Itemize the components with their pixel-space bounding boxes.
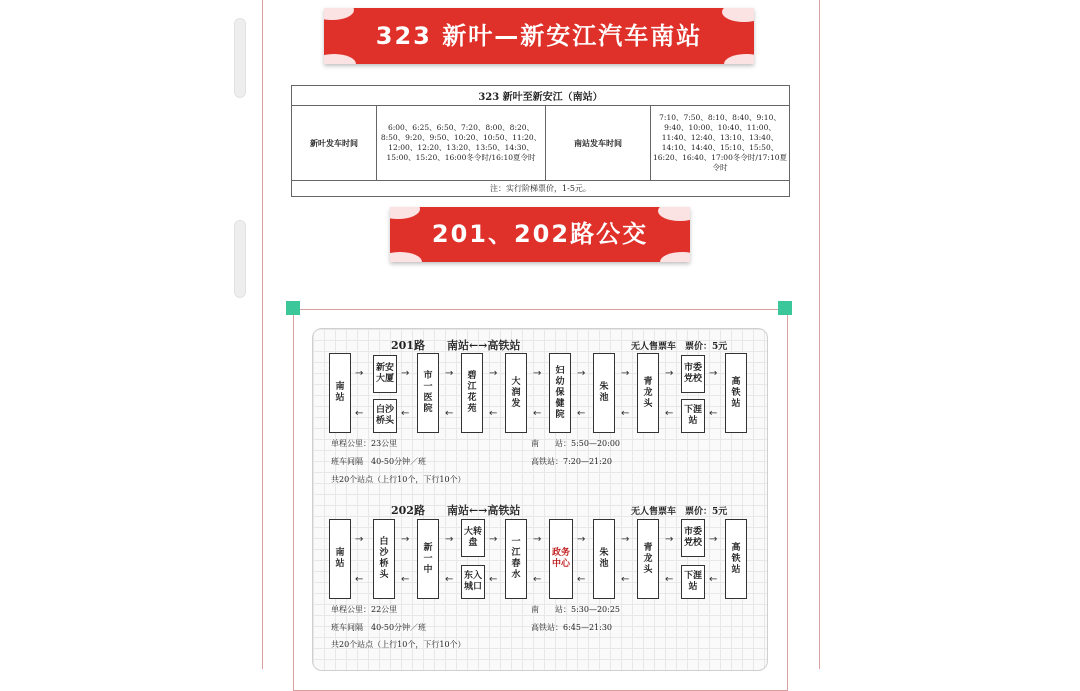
route-201-total: 共20个站点（上行10个，下行10个） bbox=[331, 475, 466, 484]
route-201-distance: 单程公里：23公里 bbox=[331, 439, 398, 448]
arrow-left-icon: ← bbox=[489, 408, 498, 419]
route-202-stop-3: 新一中 bbox=[417, 519, 439, 599]
route-202-stop-9a: 市委党校 bbox=[681, 519, 705, 557]
arrow-right-icon: → bbox=[445, 368, 454, 379]
arrow-right-icon: → bbox=[355, 368, 364, 379]
arrow-right-icon: → bbox=[709, 368, 718, 379]
route-202-stop-5: 一江春水 bbox=[505, 519, 527, 599]
route-202-stop-9b: 下涯站 bbox=[681, 565, 705, 599]
arrow-right-icon: → bbox=[621, 534, 630, 545]
arrow-left-icon: ← bbox=[401, 574, 410, 585]
arrow-left-icon: ← bbox=[621, 574, 630, 585]
arrow-left-icon: ← bbox=[665, 408, 674, 419]
arrow-left-icon: ← bbox=[621, 408, 630, 419]
schedule-left-times: 6:00、6:25、6:50、7:20、8:00、8:20、8:50、9:20、9:50、10:20、10:50、11:20、12:00、12:20、13:20、13:50、14:30、15:00、15:20、16:00冬令时/16:10夏令时 bbox=[377, 106, 546, 181]
route-202-stop-1: 南站 bbox=[329, 519, 351, 599]
arrow-left-icon: ← bbox=[709, 408, 718, 419]
route-201-stop-9b: 下涯站 bbox=[681, 399, 705, 433]
arrow-left-icon: ← bbox=[577, 574, 586, 585]
route-201-stop-7: 朱池 bbox=[593, 353, 615, 433]
arrow-right-icon: → bbox=[577, 368, 586, 379]
route-201-stop-2a: 新安大厦 bbox=[373, 355, 397, 393]
arrow-right-icon: → bbox=[401, 368, 410, 379]
arrow-right-icon: → bbox=[445, 534, 454, 545]
arrow-right-icon: → bbox=[401, 534, 410, 545]
route-202-stop-6: 政务中心 bbox=[549, 519, 573, 599]
arrow-left-icon: ← bbox=[533, 574, 542, 585]
route-201-stop-6: 妇幼保健院 bbox=[549, 353, 571, 433]
schedule-title: 323 新叶至新安江（南站） bbox=[292, 86, 790, 106]
route-202-interval: 班车间隔 40-50分钟／班 bbox=[331, 623, 427, 632]
schedule-right-label: 南站发车时间 bbox=[546, 106, 651, 181]
resize-handle-right[interactable] bbox=[778, 301, 792, 315]
route-202-distance: 单程公里：22公里 bbox=[331, 605, 398, 614]
route-202-south-time: 南 站：5:30—20:25 bbox=[531, 605, 621, 614]
route-201-stop-8: 青龙头 bbox=[637, 353, 659, 433]
left-scroll-handle-bottom[interactable] bbox=[234, 220, 246, 298]
arrow-right-icon: → bbox=[577, 534, 586, 545]
route-map-card bbox=[312, 328, 768, 671]
arrow-right-icon: → bbox=[709, 534, 718, 545]
arrow-right-icon: → bbox=[533, 534, 542, 545]
route-201-rail-time: 高铁站：7:20—21:20 bbox=[531, 457, 613, 466]
arrow-left-icon: ← bbox=[445, 574, 454, 585]
arrow-left-icon: ← bbox=[709, 574, 718, 585]
banner-323-text: 323 新叶—新安江汽车南站 bbox=[375, 22, 703, 50]
arrow-left-icon: ← bbox=[355, 408, 364, 419]
route-202-fare: 无人售票车 票价：5元 bbox=[631, 507, 728, 517]
arrow-right-icon: → bbox=[621, 368, 630, 379]
arrow-right-icon: → bbox=[355, 534, 364, 545]
arrow-left-icon: ← bbox=[665, 574, 674, 585]
arrow-right-icon: → bbox=[489, 368, 498, 379]
route-202-rail-time: 高铁站：6:45—21:30 bbox=[531, 623, 613, 632]
route-201-stop-10: 高铁站 bbox=[725, 353, 747, 433]
route-202-total: 共20个站点（上行10个，下行10个） bbox=[331, 640, 466, 649]
route-201-title: 201路 南站←→高铁站 bbox=[391, 339, 521, 352]
route-202-stop-2: 白沙桥头 bbox=[373, 519, 395, 599]
banner-201-202 bbox=[390, 207, 690, 262]
resize-handle-left[interactable] bbox=[286, 301, 300, 315]
route-202-stop-7: 朱池 bbox=[593, 519, 615, 599]
banner-201-202-text: 201、202路公交 bbox=[431, 220, 649, 248]
route-202-stop-4b: 东入城口 bbox=[461, 565, 485, 599]
route-201-stop-5: 大润发 bbox=[505, 353, 527, 433]
route-201-stop-9a: 市委党校 bbox=[681, 355, 705, 393]
left-scroll-handle-top[interactable] bbox=[234, 18, 246, 98]
arrow-right-icon: → bbox=[665, 534, 674, 545]
route-201-south-time: 南 站：5:50—20:00 bbox=[531, 439, 621, 448]
schedule-right-times: 7:10、7:50、8:10、8:40、9:10、9:40、10:00、10:40、11:00、11:40、12:40、13:10、13:40、14:10、14:40、15:10、15:50、16:20、16:40、17:00冬令时/17:10夏令时 bbox=[651, 106, 790, 181]
arrow-left-icon: ← bbox=[489, 574, 498, 585]
banner-323 bbox=[324, 8, 754, 64]
route-201-stop-4: 碧江花苑 bbox=[461, 353, 483, 433]
arrow-right-icon: → bbox=[665, 368, 674, 379]
route-201-stop-1: 南站 bbox=[329, 353, 351, 433]
route-202-stop-8: 青龙头 bbox=[637, 519, 659, 599]
arrow-right-icon: → bbox=[489, 534, 498, 545]
arrow-left-icon: ← bbox=[355, 574, 364, 585]
arrow-left-icon: ← bbox=[533, 408, 542, 419]
arrow-left-icon: ← bbox=[401, 408, 410, 419]
route-202-stop-10: 高铁站 bbox=[725, 519, 747, 599]
route-201-fare: 无人售票车 票价：5元 bbox=[631, 342, 728, 352]
arrow-left-icon: ← bbox=[445, 408, 454, 419]
arrow-right-icon: → bbox=[533, 368, 542, 379]
route-202-title: 202路 南站←→高铁站 bbox=[391, 504, 521, 517]
schedule-note: 注：实行阶梯票价，1-5元。 bbox=[292, 181, 790, 197]
route-201-stop-3: 市一医院 bbox=[417, 353, 439, 433]
route-201-interval: 班车间隔 40-50分钟／班 bbox=[331, 457, 427, 466]
arrow-left-icon: ← bbox=[577, 408, 586, 419]
schedule-left-label: 新叶发车时间 bbox=[292, 106, 377, 181]
schedule-323-table bbox=[291, 85, 790, 197]
route-202-stop-4a: 大转盘 bbox=[461, 519, 485, 557]
route-201-stop-2b: 白沙桥头 bbox=[373, 399, 397, 433]
